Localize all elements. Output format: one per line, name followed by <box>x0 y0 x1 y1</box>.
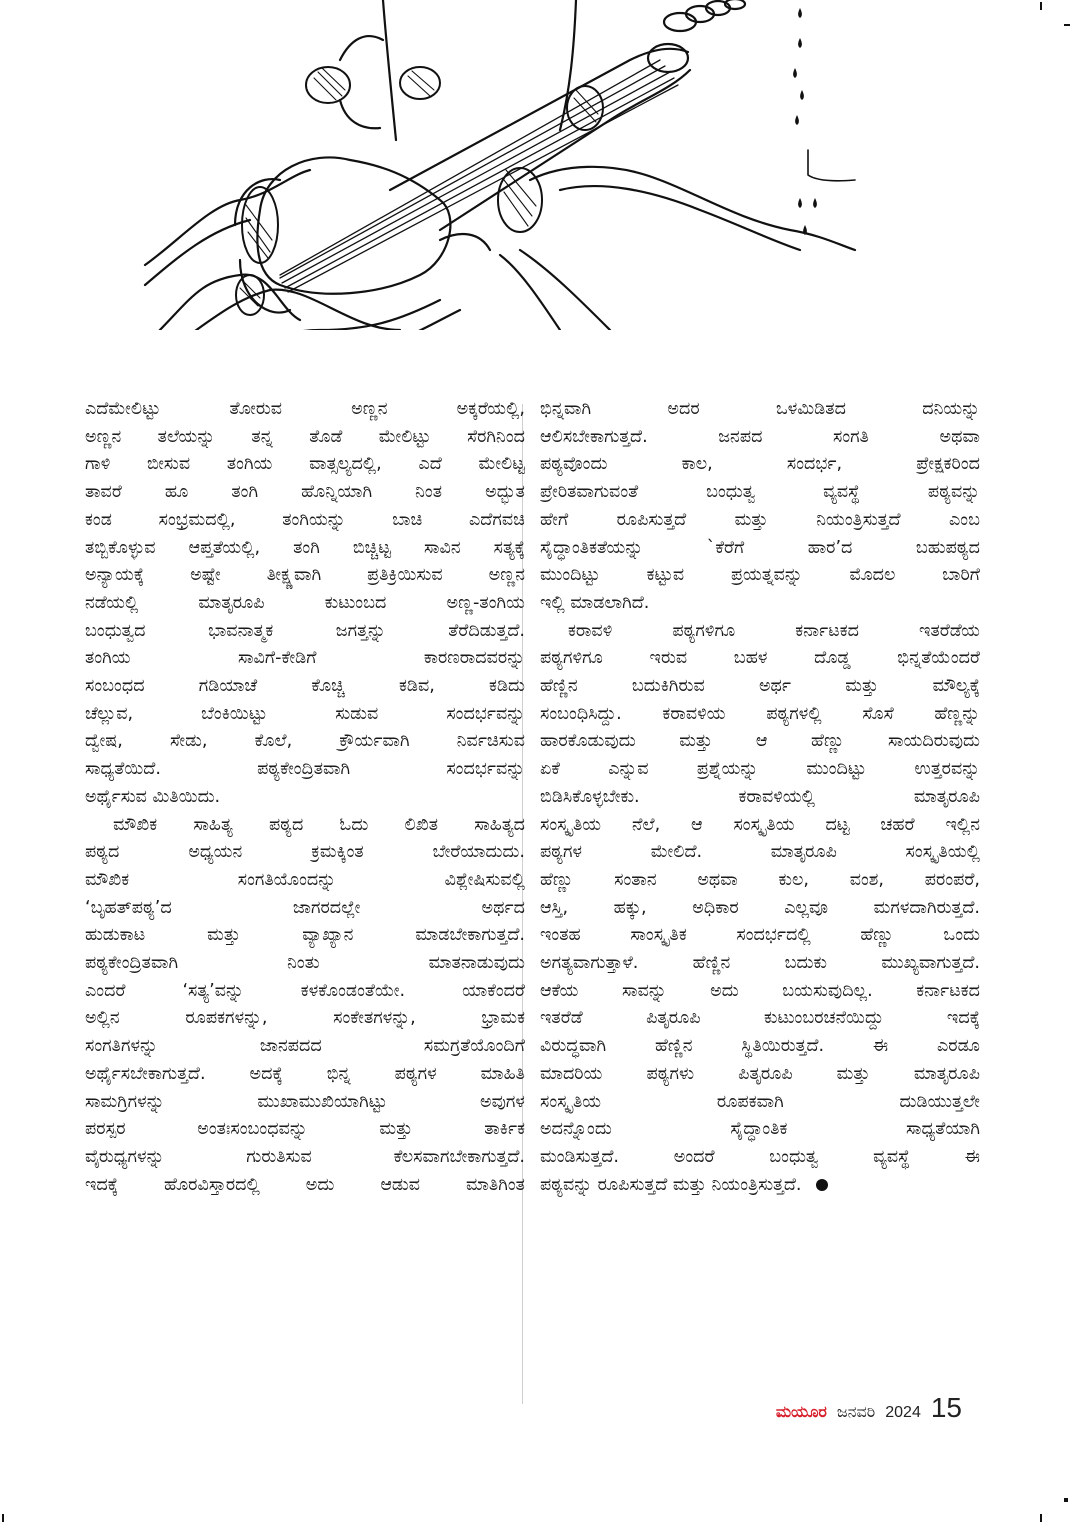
text-line-content: ಸಂಗತಿಗಳನ್ನು ಜಾನಪದದ ಸಮಗ್ರತೆಯೊಂದಿಗೆ <box>85 1036 525 1057</box>
text-line <box>540 1144 980 1172</box>
text-line <box>540 950 980 978</box>
string-line <box>383 0 396 140</box>
text-line <box>85 839 525 867</box>
text-line <box>540 812 980 840</box>
text-line <box>85 756 525 784</box>
text-line-content: ತಾವರೆ ಹೂ ತಂಗಿ ಹೊನ್ನಿಯಾಗಿ ನಿಂತ ಅದ್ಭುತ <box>85 482 525 503</box>
page-number: 15 <box>930 1392 962 1423</box>
text-line <box>85 978 525 1006</box>
text-line <box>85 1061 525 1089</box>
article-column-left <box>85 396 525 1199</box>
text-line-content: ಸೈದ್ಧಾಂತಿಕತೆಯನ್ನು `ಕೆರೆಗೆ ಹಾರ’ದ ಬಹುಪಠ್ಯದ <box>540 537 980 558</box>
text-line-content: ಪಠ್ಯಕೇಂದ್ರಿತವಾಗಿ ನಿಂತು ಮಾತನಾಡುವುದು <box>85 953 525 974</box>
text-line <box>540 728 980 756</box>
text-line-content: ಹೇಗೆ ರೂಪಿಸುತ್ತದೆ ಮತ್ತು ನಿಯಂತ್ರಿಸುತ್ತದೆ ಎಂಬ <box>540 509 980 530</box>
text-line-content: ಪರಸ್ಪರ ಅಂತಃಸಂಬಂಧವನ್ನು ಮತ್ತು ತಾರ್ಕಿಕ <box>85 1119 525 1140</box>
text-line-content: ‘ಬೃಹತ್‌ಪಠ್ಯ’ದ ಜಾಗರದಲ್ಲೇ ಅರ್ಥದ <box>85 897 525 918</box>
tuning-knot <box>648 0 745 72</box>
text-line-content: ಎದೆಮೇಲಿಟ್ಟು ತೋರುವ ಅಣ್ಣನ ಅಕ್ಕರೆಯಲ್ಲಿ, <box>85 399 525 419</box>
text-line-content: ತಂಗಿಯ ಸಾವಿಗೆ-ಕೇಡಿಗೆ ಕಾರಣರಾದವರನ್ನು <box>85 648 525 669</box>
text-line-content: ಅರ್ಥೈಸುವ ಮಿತಿಯಿದು. <box>85 786 221 807</box>
neck-strings <box>280 60 678 292</box>
text-line-content: ನಡೆಯಲ್ಲಿ ಮಾತೃರೂಪಿ ಕುಟುಂಬದ ಅಣ್ಣ-ತಂಗಿಯ <box>85 592 525 613</box>
text-line <box>85 812 525 840</box>
text-line <box>85 728 525 756</box>
crop-mark <box>2 1514 4 1522</box>
text-line <box>540 1089 980 1117</box>
text-line <box>540 978 980 1006</box>
text-line <box>540 922 980 950</box>
text-line-content: ಮಂಡಿಸುತ್ತದೆ. ಅಂದರೆ ಬಂಧುತ್ವ ವ್ಯವಸ್ಥೆ ಈ <box>540 1146 980 1167</box>
text-line-content: ವೈರುಧ್ಯಗಳನ್ನು ಗುರುತಿಸುವ ಕೆಲಸವಾಗಬೇಕಾಗುತ್ತದೆ. <box>85 1146 525 1167</box>
text-line-content: ಪ್ರೇರಿತವಾಗುವಂತೆ ಬಂಧುತ್ವ ವ್ಯವಸ್ಥೆ ಪಠ್ಯವನ್ನು <box>540 482 980 503</box>
text-line <box>85 950 525 978</box>
text-line <box>85 562 525 590</box>
text-line <box>540 839 980 867</box>
text-line-content: ಅಲ್ಲಿನ ರೂಪಕಗಳನ್ನು, ಸಂಕೇತಗಳನ್ನು, ಭ್ರಾಮಕ <box>85 1008 525 1029</box>
text-line <box>85 701 525 729</box>
drip-line <box>808 150 855 181</box>
text-line-content: ಹೆಣ್ಣು ಸಂತಾನ ಅಥವಾ ಕುಲ, ವಂಶ, ಪರಂಪರೆ, <box>540 869 980 890</box>
text-line <box>85 424 525 452</box>
text-line <box>85 673 525 701</box>
text-line-content: ಎಂದರೆ ‘ಸತ್ಯ’ವನ್ನು ಕಳಕೊಂಡಂತೆಯೇ. ಯಾಕೆಂದರೆ <box>85 980 525 1001</box>
text-line <box>85 784 525 812</box>
text-line-content: ಬಿಡಿಸಿಕೊಳ್ಳಬೇಕು. ಕರಾವಳಿಯಲ್ಲಿ ಮಾತೃರೂಪಿ <box>540 786 980 807</box>
text-line-content: ಅದನ್ನೊಂದು ಸೈದ್ಧಾಂತಿಕ ಸಾಧ್ಯತೆಯಾಗಿ <box>540 1119 980 1140</box>
text-line <box>540 645 980 673</box>
text-line <box>540 1116 980 1144</box>
text-line <box>540 424 980 452</box>
text-line <box>85 451 525 479</box>
text-line-content: ದ್ವೇಷ, ಸೇಡು, ಕೊಲೆ, ಕ್ರೌರ್ಯವಾಗಿ ನಿರ್ವಚಿಸುವ <box>85 731 525 752</box>
text-line <box>85 507 525 535</box>
crop-mark <box>1064 24 1070 26</box>
text-line-content: ಪಠ್ಯವನ್ನು ರೂಪಿಸುತ್ತದೆ ಮತ್ತು ನಿಯಂತ್ರಿಸುತ್ತದೆ. <box>540 1174 802 1195</box>
text-line-content: ಇತರೆಡೆ ಪಿತೃರೂಪಿ ಕುಟುಂಬರಚನೆಯಿದ್ದು ಇದಕ್ಕೆ <box>540 1008 980 1029</box>
text-line-content: ಮುಂದಿಟ್ಟು ಕಟ್ಟುವ ಪ್ರಯತ್ನವನ್ನು ಮೊದಲ ಬಾರಿಗೆ <box>540 565 980 586</box>
text-line <box>85 922 525 950</box>
text-line <box>540 1033 980 1061</box>
text-line <box>540 451 980 479</box>
text-line-content: ಅನ್ಯಾಯಕ್ಕೆ ಅಷ್ಟೇ ತೀಕ್ಷ್ಣವಾಗಿ ಪ್ರತಿಕ್ರಿಯಿಸುವ ಅಣ್ಣನ <box>85 565 525 586</box>
text-line-content: ಮೌಖಿಕ ಸಂಗತಿಯೊಂದನ್ನು ವಿಶ್ಲೇಷಿಸುವಲ್ಲಿ <box>85 869 525 890</box>
text-line-content: ಬಂಧುತ್ವದ ಭಾವನಾತ್ಮಕ ಜಗತ್ತನ್ನು ತೆರೆದಿಡುತ್ತದೆ. <box>85 620 525 641</box>
text-line-content: ಆಲಿಸಬೇಕಾಗುತ್ತದೆ. ಜನಪದ ಸಂಗತಿ ಅಥವಾ <box>540 426 980 447</box>
text-line <box>540 701 980 729</box>
text-line-content: ಸಂಸ್ಕೃತಿಯ ನೆಲೆ, ಆ ಸಂಸ್ಕೃತಿಯ ದಟ್ಟ ಚಹರೆ ಇಲ್ಲಿನ <box>540 814 980 835</box>
text-line-content: ಸಂಸ್ಕೃತಿಯ ರೂಪಕವಾಗಿ ದುಡಿಯುತ್ತಲೇ <box>540 1091 980 1112</box>
issue-month: ಜನವರಿ <box>836 1402 876 1421</box>
crop-mark <box>1040 2 1042 10</box>
text-line <box>540 1061 980 1089</box>
water-drops <box>793 8 817 235</box>
text-line-content: ಅಗತ್ಯವಾಗುತ್ತಾಳೆ. ಹೆಣ್ಣಿನ ಬದುಕು ಮುಖ್ಯವಾಗುತ್ತದೆ. <box>540 953 980 974</box>
text-line <box>85 645 525 673</box>
text-line <box>540 507 980 535</box>
text-line-content: ಅರ್ಥೈಸಬೇಕಾಗುತ್ತದೆ. ಅದಕ್ಕೆ ಭಿನ್ನ ಪಠ್ಯಗಳ ಮಾಹಿತಿ <box>85 1063 525 1084</box>
text-line <box>540 562 980 590</box>
text-line-content: ಪಠ್ಯವೊಂದು ಕಾಲ, ಸಂದರ್ಭ, ಪ್ರೇಕ್ಷಕರಿಂದ <box>540 454 980 475</box>
text-line-content: ಸಂಬಂಧಿಸಿದ್ದು. ಕರಾವಳಿಯ ಪಠ್ಯಗಳಲ್ಲಿ ಸೊಸೆ ಹೆಣ್ಣನ್ನು <box>540 703 980 724</box>
crop-mark <box>1064 1498 1068 1502</box>
text-line-content: ಸಾಧ್ಯತೆಯಿದೆ. ಪಠ್ಯಕೇಂದ್ರಿತವಾಗಿ ಸಂದರ್ಭವನ್ನು <box>85 759 525 780</box>
veena-illustration <box>140 0 880 330</box>
issue-year: 2024 <box>885 1404 921 1421</box>
text-line-content: ಕರಾವಳಿ ಪಠ್ಯಗಳಿಗೂ ಕರ್ನಾಟಕದ ಇತರೆಡೆಯ <box>568 620 980 641</box>
text-line-content: ವಿರುದ್ಧವಾಗಿ ಹೆಣ್ಣಿನ ಸ್ಥಿತಿಯಿರುತ್ತದೆ. ಈ ಎರಡೂ <box>540 1036 980 1057</box>
text-line <box>540 396 980 424</box>
text-line-content: ಕಂಡ ಸಂಭ್ರಮದಲ್ಲಿ, ತಂಗಿಯನ್ನು ಬಾಚಿ ಎದೆಗವಚಿ <box>85 509 525 530</box>
crop-mark <box>1040 1514 1042 1522</box>
text-line-content: ಭಿನ್ನವಾಗಿ ಅದರ ಒಳಮಿಡಿತದ ದನಿಯನ್ನು <box>540 399 980 419</box>
text-line-content: ಮಾದರಿಯ ಪಠ್ಯಗಳು ಪಿತೃರೂಪಿ ಮತ್ತು ಮಾತೃರೂಪಿ <box>540 1063 980 1084</box>
text-line-content: ಹುಡುಕಾಟ ಮತ್ತು ವ್ಯಾಖ್ಯಾನ ಮಾಡಬೇಕಾಗುತ್ತದೆ. <box>85 925 525 946</box>
text-line <box>85 1144 525 1172</box>
text-line <box>540 867 980 895</box>
text-line-content: ಪಠ್ಯಗಳ ಮೇಲಿದೆ. ಮಾತೃರೂಪಿ ಸಂಸ್ಕೃತಿಯಲ್ಲಿ <box>540 842 980 863</box>
text-line-content: ಸಾಮಗ್ರಿಗಳನ್ನು ಮುಖಾಮುಖಿಯಾಗಿಟ್ಟು ಅವುಗಳ <box>85 1091 525 1112</box>
text-line <box>540 895 980 923</box>
text-line-content: ಪಠ್ಯದ ಅಧ್ಯಯನ ಕ್ರಮಕ್ಕಿಂತ ಬೇರೆಯಾದುದು. <box>85 842 525 863</box>
text-line <box>540 673 980 701</box>
text-line-content: ಗಾಳಿ ಬೀಸುವ ತಂಗಿಯ ವಾತ್ಸಲ್ಯದಲ್ಲಿ, ಎದೆ ಮೇಲಿಟ್ಟ <box>85 454 525 475</box>
text-line <box>85 535 525 563</box>
root-lines <box>145 36 855 330</box>
text-line <box>540 1005 980 1033</box>
text-line-content: ಪಠ್ಯಗಳಿಗೂ ಇರುವ ಬಹಳ ದೊಡ್ಡ ಭಿನ್ನತೆಯೆಂದರೆ <box>540 648 980 669</box>
end-of-article-bullet-icon <box>816 1179 828 1191</box>
text-line <box>85 396 525 424</box>
text-line <box>540 784 980 812</box>
text-line-content: ಏಕೆ ಎನ್ನುವ ಪ್ರಶ್ನೆಯನ್ನು ಮುಂದಿಟ್ಟು ಉತ್ತರವನ್ನು <box>540 759 980 780</box>
text-line <box>540 1172 980 1200</box>
article-column-right <box>540 396 980 1199</box>
text-line <box>85 1089 525 1117</box>
text-line <box>85 1033 525 1061</box>
text-line-content: ಹಾರಕೊಡುವುದು ಮತ್ತು ಆ ಹೆಣ್ಣು ಸಾಯದಿರುವುದು <box>540 731 980 752</box>
text-line-content: ಮೌಖಿಕ ಸಾಹಿತ್ಯ ಪಠ್ಯದ ಓದು ಲಿಖಿತ ಸಾಹಿತ್ಯದ <box>113 814 525 835</box>
text-line <box>85 1116 525 1144</box>
text-line <box>540 590 980 618</box>
text-line-content: ತಬ್ಬಿಕೊಳ್ಳುವ ಆಪ್ತತೆಯಲ್ಲಿ, ತಂಗಿ ಬಿಚ್ಚಿಟ್ಟ ಸಾವಿನ ಸತ್ಯಕ್ಕೆ <box>85 537 525 558</box>
text-line <box>85 1172 525 1200</box>
text-line-content: ಇದಕ್ಕೆ ಹೊರವಿಸ್ತಾರದಲ್ಲಿ ಅದು ಆಡುವ ಮಾತಿಗಿಂತ <box>85 1174 525 1195</box>
text-line-content: ಹೆಣ್ಣಿನ ಬದುಕಿಗಿರುವ ಅರ್ಥ ಮತ್ತು ಮೌಲ್ಯಕ್ಕೆ <box>540 676 980 697</box>
page-footer <box>776 1392 962 1424</box>
text-line <box>540 618 980 646</box>
text-line-content: ಚೆಲ್ಲುವ, ಬೆಂಕಿಯಿಟ್ಟು ಸುಡುವ ಸಂದರ್ಭವನ್ನು <box>85 703 525 724</box>
magazine-name: ಮಯೂರ <box>775 1402 827 1421</box>
resonator-body <box>257 157 450 293</box>
text-line <box>540 479 980 507</box>
text-line-content: ಆಕೆಯ ಸಾವನ್ನು ಅದು ಬಯಸುವುದಿಲ್ಲ. ಕರ್ನಾಟಕದ <box>540 980 980 1001</box>
text-line-content: ಅಣ್ಣನ ತಲೆಯನ್ನು ತನ್ನ ತೊಡೆ ಮೇಲಿಟ್ಟು ಸೆರಗಿನಿಂದ <box>85 426 525 447</box>
text-line <box>85 867 525 895</box>
text-line-content: ಸಂಬಂಧದ ಗಡಿಯಾಚೆ ಕೊಚ್ಚಿ ಕಡಿವ, ಕಡಿದು <box>85 676 525 697</box>
text-line <box>85 590 525 618</box>
text-line-content: ಇಂತಹ ಸಾಂಸ್ಕೃತಿಕ ಸಂದರ್ಭದಲ್ಲಿ ಹೆಣ್ಣು ಒಂದು <box>540 925 980 946</box>
text-line <box>85 479 525 507</box>
text-line-content: ಇಲ್ಲಿ ಮಾಡಲಾಗಿದೆ. <box>540 592 650 613</box>
text-line <box>85 618 525 646</box>
text-line <box>85 895 525 923</box>
text-line <box>85 1005 525 1033</box>
text-line <box>540 535 980 563</box>
text-line-content: ಆಸ್ತಿ, ಹಕ್ಕು, ಅಧಿಕಾರ ಎಲ್ಲವೂ ಮಗಳದಾಗಿರುತ್ತದೆ. <box>540 897 980 918</box>
text-line <box>540 756 980 784</box>
